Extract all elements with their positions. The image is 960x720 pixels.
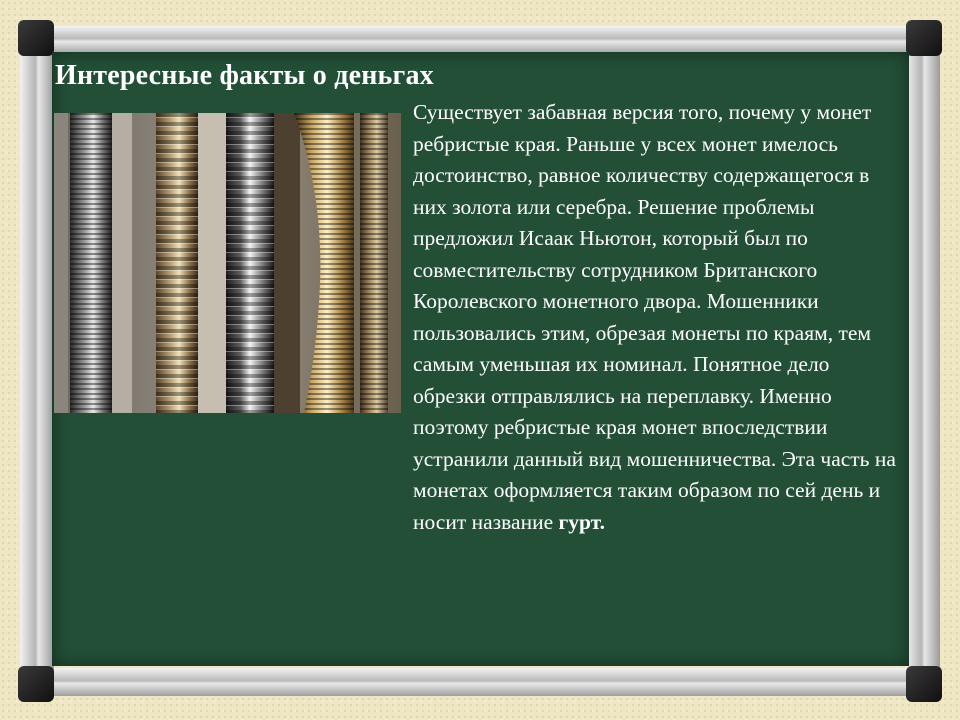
frame-corner-bottom-right bbox=[906, 666, 942, 702]
coin-edges-image bbox=[54, 113, 401, 413]
frame-corner-bottom-left bbox=[18, 666, 54, 702]
body-text bbox=[413, 97, 901, 538]
chalkboard bbox=[52, 52, 909, 666]
board-frame-left bbox=[20, 40, 54, 686]
coin-edges-photo bbox=[54, 113, 401, 413]
board-frame-bottom bbox=[30, 668, 932, 696]
term-highlight: гурт. bbox=[558, 509, 606, 534]
frame-corner-top-left bbox=[18, 20, 54, 56]
slide-title: Интересные факты о деньгах bbox=[55, 60, 434, 91]
board-frame-top bbox=[30, 26, 932, 54]
body-paragraph: Существует забавная версия того, почему у монет ребристые края. Раньше у всех монет имелось достоинство, равное количеству содержащегося в них золота или серебра. Решение проблемы предложил Исаак Ньютон, который был по совместительству сотрудником Британского Королевского монетного двора. Мошенники пользовались этим, обрезая монеты по краям, тем самым уменьшая их номинал. Понятное дело обрезки отправлялись на переплавку. Именно поэтому ребристые края монет впоследствии устранили данный вид мошенничества. Эта часть на монетах оформляется таким образом по сей день и носит название bbox=[413, 100, 896, 534]
frame-corner-top-right bbox=[906, 20, 942, 56]
board-frame-right bbox=[906, 40, 940, 686]
